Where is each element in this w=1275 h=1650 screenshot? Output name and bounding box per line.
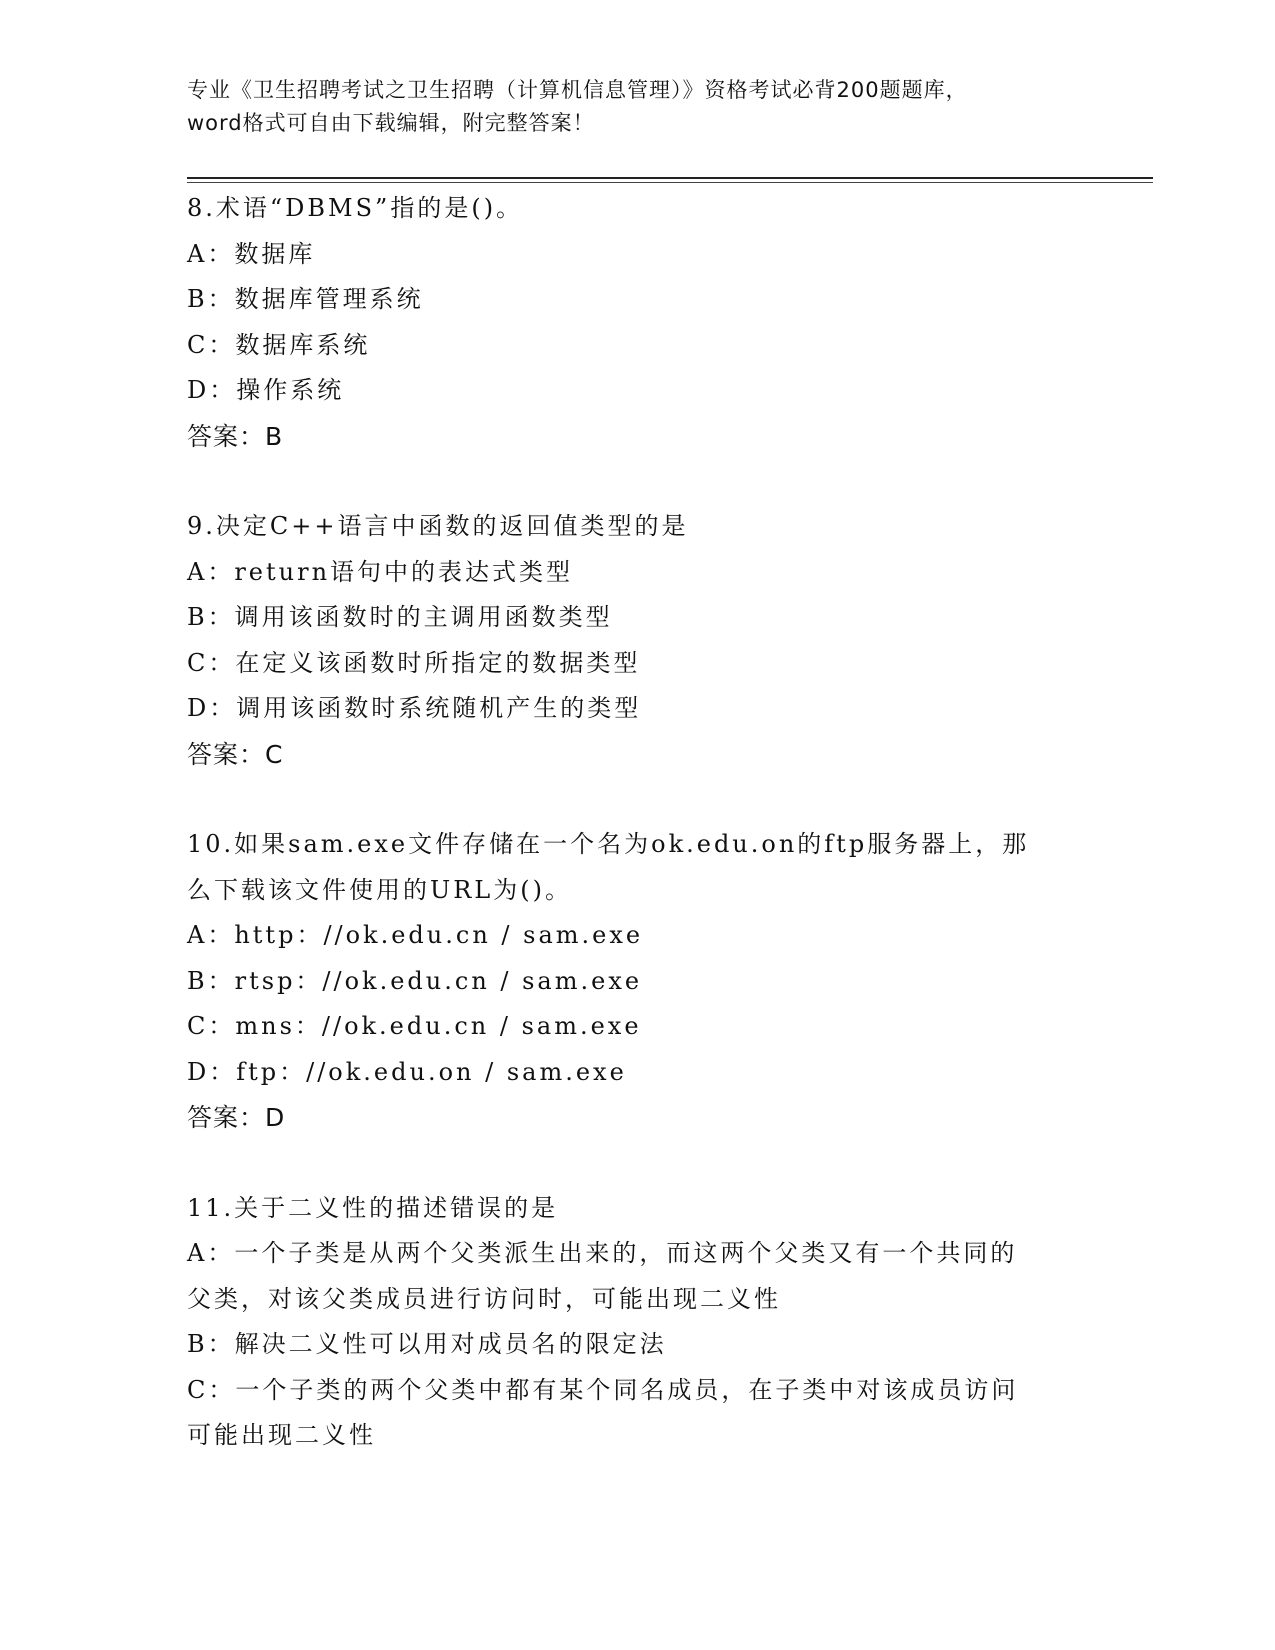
- answer-line: 答案：B: [187, 421, 284, 451]
- question-block: [187, 186, 1087, 459]
- question-stem: 8.术语“DBMS”指的是()。: [187, 194, 524, 222]
- question-option: 父类，对该父类成员进行访问时，可能出现二义性: [187, 1284, 781, 1313]
- question-stem: 9.决定C++语言中函数的返回值类型的是: [187, 512, 689, 540]
- header-line-1: 专业《卫生招聘考试之卫生招聘（计算机信息管理）》资格考试必背200题题库，: [187, 78, 968, 102]
- question-option: A：return语句中的表达式类型: [187, 557, 574, 586]
- question-option: A：数据库: [187, 239, 316, 268]
- question-option: C：数据库系统: [187, 330, 371, 359]
- question-option: C：mns：//ok.edu.cn / sam.exe: [187, 1012, 642, 1040]
- question-option: D：调用该函数时系统随机产生的类型: [187, 694, 642, 722]
- question-option: C：在定义该函数时所指定的数据类型: [187, 648, 641, 677]
- question-option: 可能出现二义性: [187, 1421, 376, 1449]
- header-divider-thin: [187, 182, 1153, 183]
- question-option: B：调用该函数时的主调用函数类型: [187, 603, 613, 631]
- question-option: B：rtsp：//ok.edu.cn / sam.exe: [187, 966, 643, 995]
- header-line-2: word格式可自由下载编辑，附完整答案！: [187, 111, 595, 135]
- question-stem: 10.如果sam.exe文件存储在一个名为ok.edu.on的ftp服务器上，那: [187, 830, 1030, 858]
- answer-line: 答案：C: [187, 739, 284, 769]
- question-option: D：操作系统: [187, 376, 345, 404]
- question-list: [187, 186, 1087, 1504]
- question-option: D：ftp：//ok.edu.on / sam.exe: [187, 1057, 627, 1086]
- question-option: B：数据库管理系统: [187, 285, 424, 313]
- question-stem: 11.关于二义性的描述错误的是: [187, 1193, 559, 1222]
- question-block: [187, 1186, 1087, 1459]
- question-option: A：http：//ok.edu.cn / sam.exe: [187, 921, 644, 949]
- header-divider-thick: [187, 177, 1153, 179]
- question-stem: 么下载该文件使用的URL为()。: [187, 875, 572, 904]
- question-block: [187, 822, 1087, 1141]
- question-block: [187, 504, 1087, 777]
- question-option: A：一个子类是从两个父类派生出来的，而这两个父类又有一个共同的: [187, 1239, 1018, 1267]
- document-header: [187, 74, 1087, 140]
- answer-line: 答案：D: [187, 1103, 286, 1132]
- question-option: B：解决二义性可以用对成员名的限定法: [187, 1330, 667, 1358]
- question-option: C：一个子类的两个父类中都有某个同名成员，在子类中对该成员访问: [187, 1375, 1019, 1404]
